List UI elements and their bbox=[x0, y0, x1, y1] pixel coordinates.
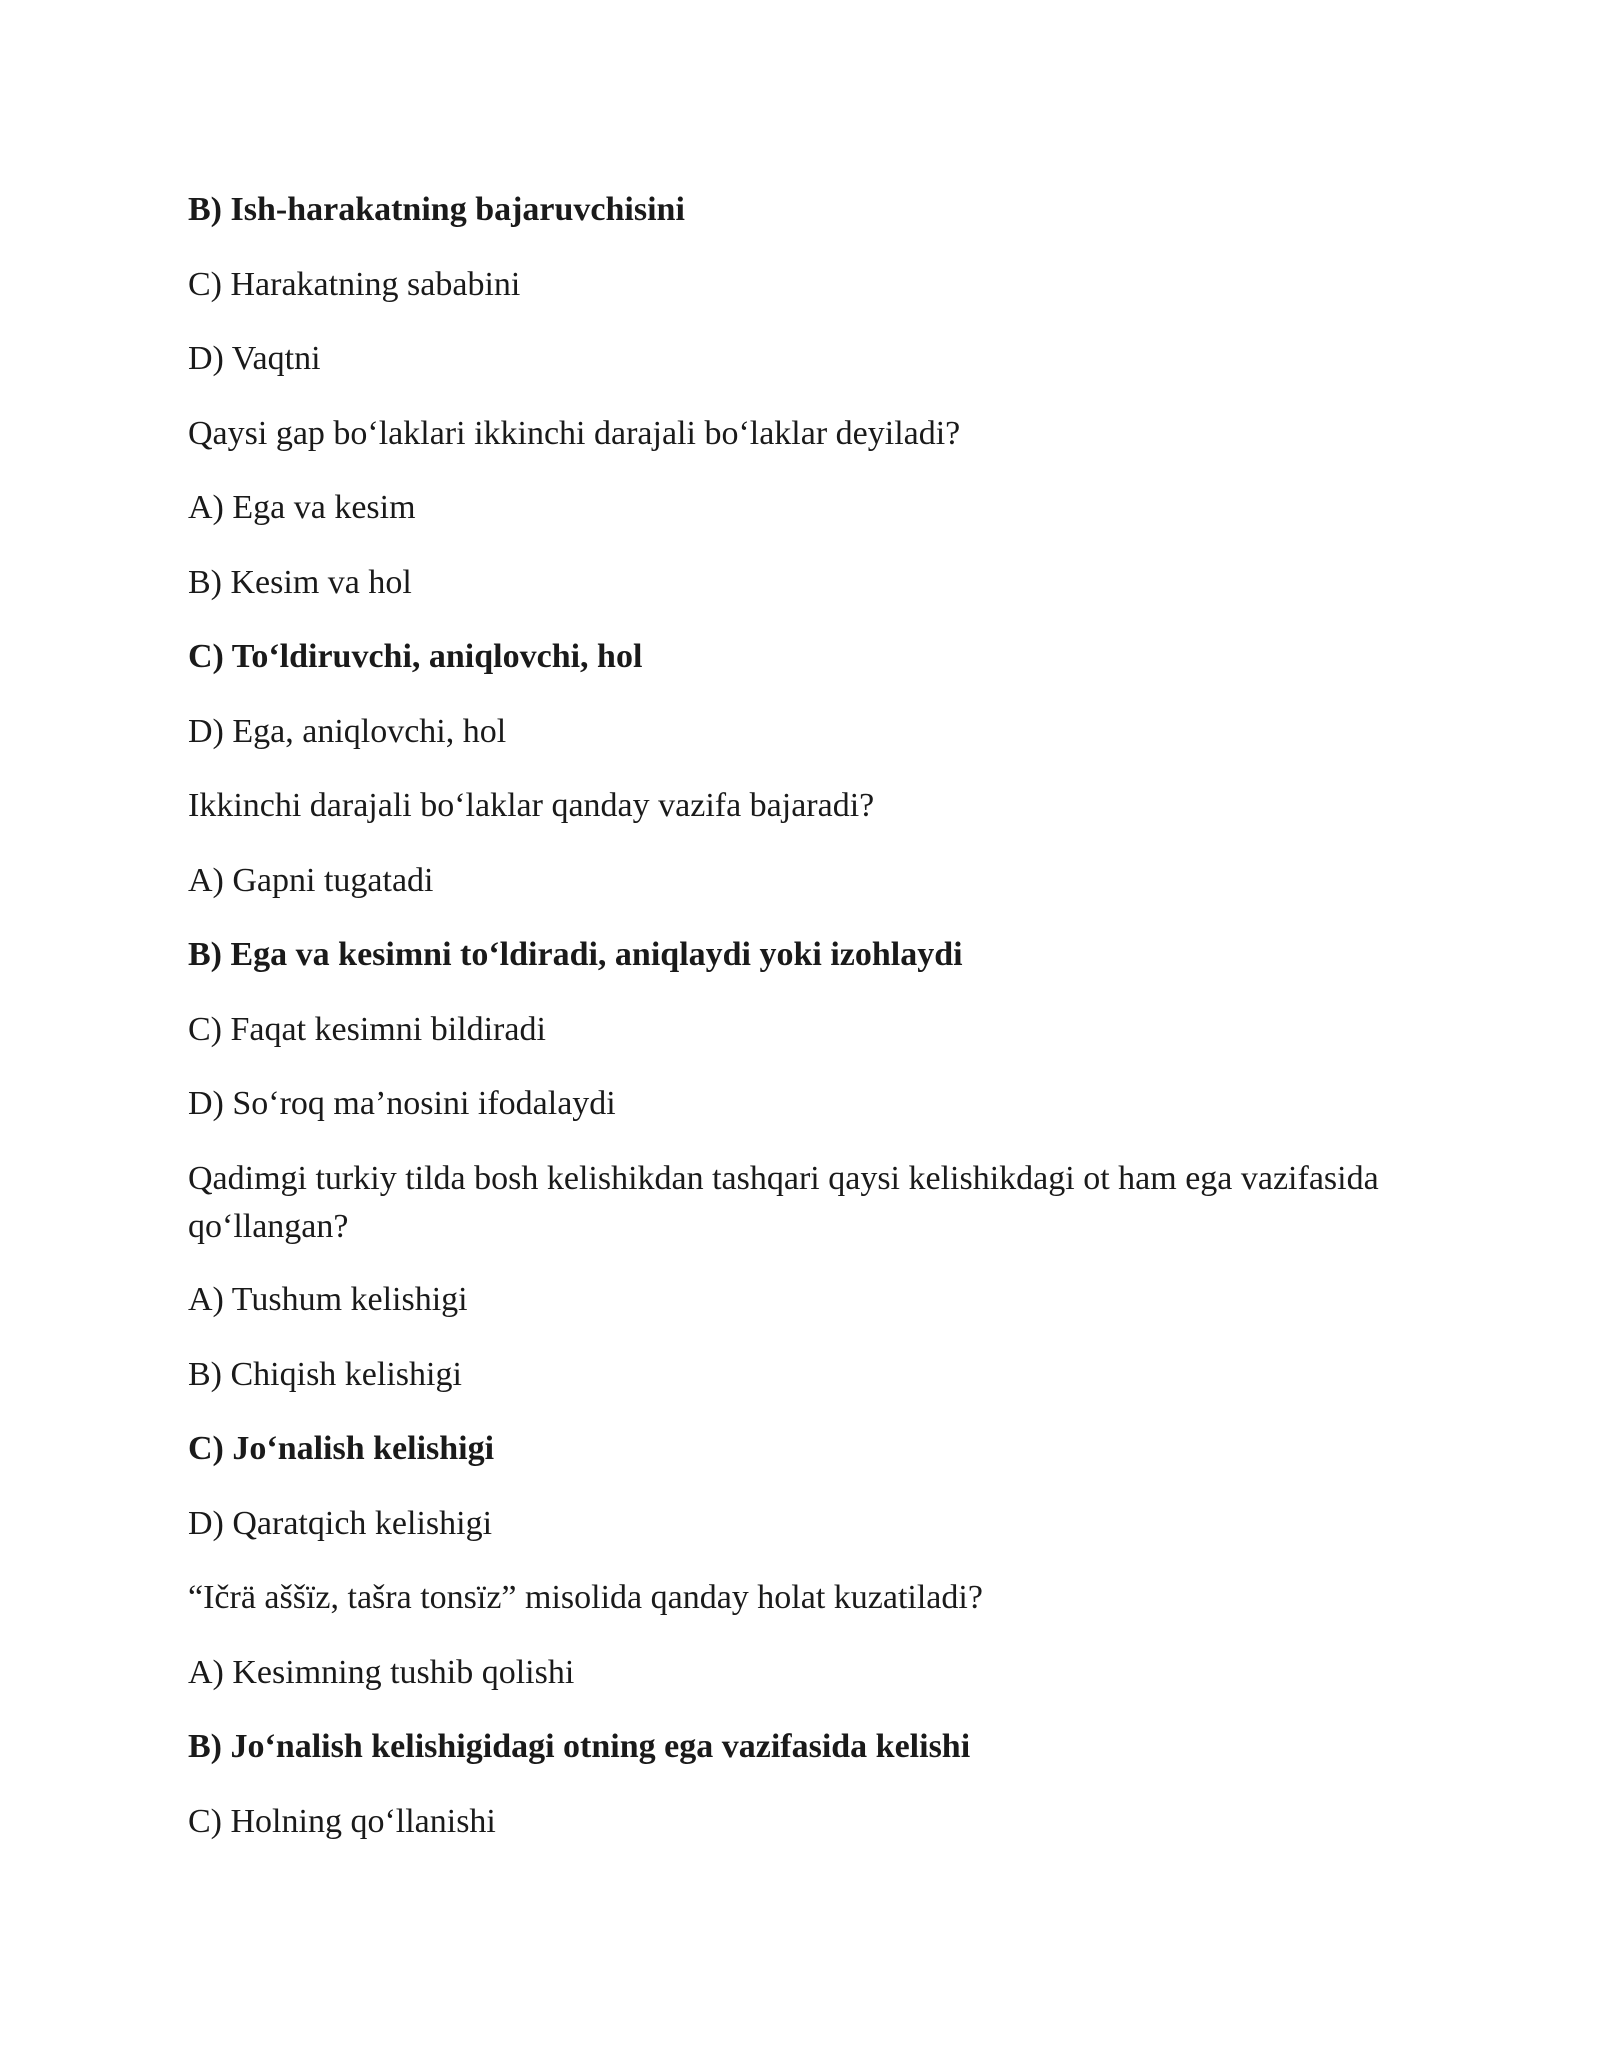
answer-option: C) Jo‘nalish kelishigi bbox=[188, 1430, 495, 1467]
answer-option: C) Harakatning sababini bbox=[188, 265, 521, 303]
answer-option: B) Kesim va hol bbox=[188, 563, 412, 601]
answer-option: A) Ega va kesim bbox=[188, 489, 416, 526]
question-text: “Ičrä aššïz, tašra tonsïz” misolida qanday holat kuzatiladi? bbox=[188, 1579, 983, 1616]
answer-option: B) Chiqish kelishigi bbox=[188, 1355, 462, 1393]
answer-option: D) Qaratqich kelishigi bbox=[188, 1504, 493, 1542]
answer-option: B) Ega va kesimni to‘ldiradi, aniqlaydi yoki izohlaydi bbox=[188, 936, 963, 973]
answer-option: D) So‘roq ma’nosini ifodalaydi bbox=[188, 1085, 616, 1122]
question-text: Qaysi gap bo‘laklari ikkinchi darajali bo‘laklar deyiladi? bbox=[188, 414, 961, 452]
answer-option: D) Vaqtni bbox=[188, 340, 321, 377]
answer-option: B) Ish-harakatning bajaruvchisini bbox=[188, 191, 685, 228]
answer-option: A) Tushum kelishigi bbox=[188, 1281, 468, 1318]
answer-option: A) Kesimning tushib qolishi bbox=[188, 1653, 575, 1691]
answer-option: C) Holning qo‘llanishi bbox=[188, 1802, 496, 1840]
answer-option: C) Faqat kesimni bildiradi bbox=[188, 1010, 546, 1048]
question-text: Qadimgi turkiy tilda bosh kelishikdan tashqari qaysi kelishikdagi ot ham ega vazifasida qo‘llangan? bbox=[188, 1159, 1379, 1245]
answer-option: C) To‘ldiruvchi, aniqlovchi, hol bbox=[188, 638, 643, 675]
answer-option: D) Ega, aniqlovchi, hol bbox=[188, 712, 507, 750]
question-text: Ikkinchi darajali bo‘laklar qanday vazifa bajaradi? bbox=[188, 787, 875, 824]
answer-option: A) Gapni tugatadi bbox=[188, 861, 434, 899]
answer-option: B) Jo‘nalish kelishigidagi otning ega vazifasida kelishi bbox=[188, 1728, 971, 1765]
document-content bbox=[188, 186, 1438, 1872]
